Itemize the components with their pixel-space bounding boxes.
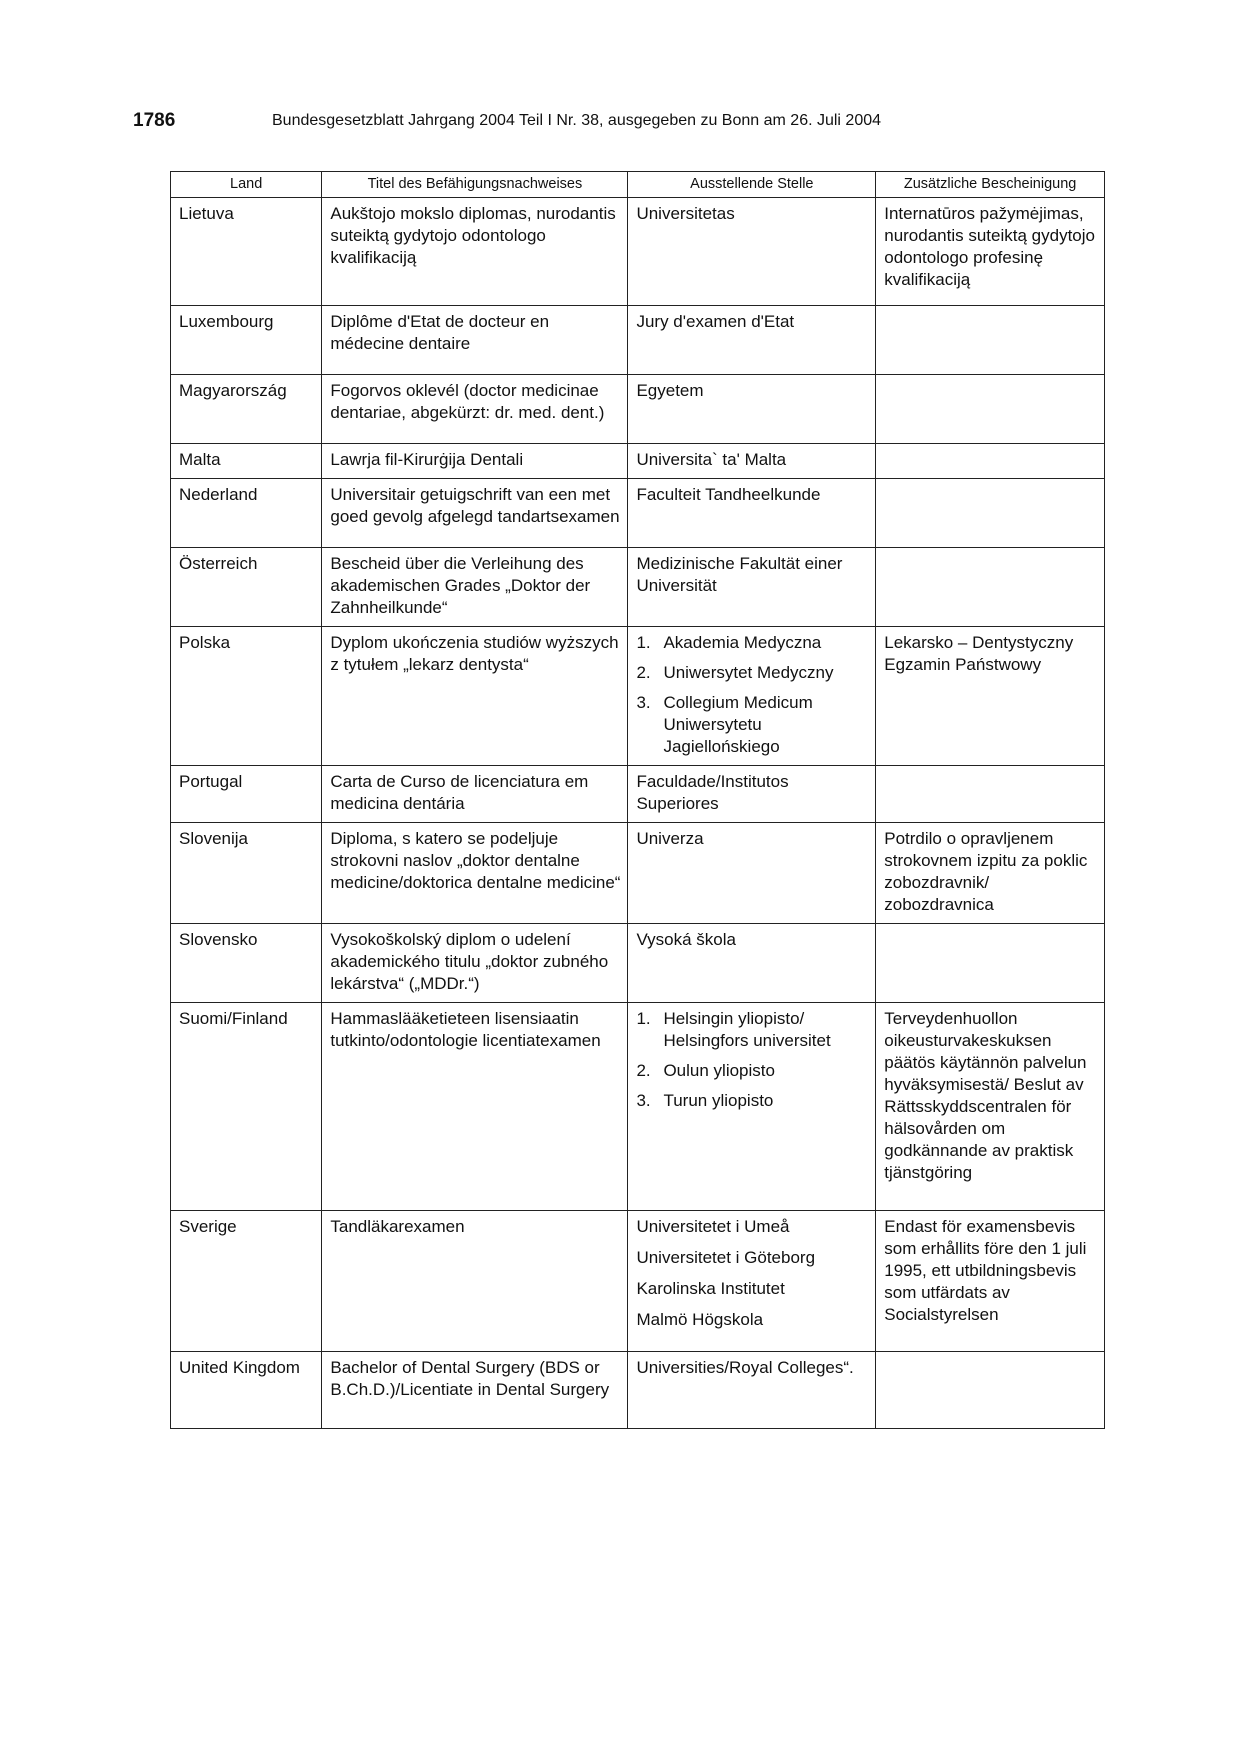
table-row (171, 306, 1105, 375)
cell-titel: Diploma, s katero se podeljuje strokovni naslov „doktor dentalne medicine/doktorica dentalne medicine“ (322, 823, 628, 924)
cell-zusatz (876, 924, 1105, 1003)
numbered-list-item (636, 692, 869, 758)
table-row (171, 823, 1105, 924)
cell-titel: Hammaslääketieteen lisensiaatin tutkinto/odontologie licentiatexamen (322, 1003, 628, 1211)
numbered-list-item (636, 662, 869, 684)
cell-stelle (628, 1003, 876, 1211)
cell-stelle (628, 766, 876, 823)
list-text: Collegium Medicum Uniwersytetu Jagiellońskiego (663, 693, 813, 756)
stelle-entry: Jury d'examen d'Etat (636, 312, 795, 331)
list-number: 3. (636, 1091, 651, 1110)
table-row (171, 444, 1105, 479)
cell-stelle (628, 198, 876, 306)
list-number: 3. (636, 693, 651, 712)
cell-titel: Lawrja fil-Kirurġija Dentali (322, 444, 628, 479)
column-header-zusatz: Zusätzliche Bescheinigung (876, 172, 1105, 198)
cell-land: Nederland (171, 479, 322, 548)
cell-zusatz (876, 375, 1105, 444)
running-title: Bundesgesetzblatt Jahrgang 2004 Teil I Nr. 38, ausgegeben zu Bonn am 26. Juli 2004 (272, 112, 882, 129)
stelle-entry: Medizinische Fakultät einer Universität (636, 554, 843, 595)
numbered-list-item (636, 1090, 869, 1112)
qualification-table (170, 171, 1105, 1429)
table-header-row (171, 172, 1105, 198)
stelle-entry: Faculdade/Institutos Superiores (636, 772, 789, 813)
cell-titel: Carta de Curso de licenciatura em medicina dentária (322, 766, 628, 823)
page-number: 1786 (133, 110, 176, 131)
cell-titel: Vysokoškolský diplom o udelení akademického titulu „doktor zubného lekárstva“ („MDDr.“) (322, 924, 628, 1003)
list-number: 2. (636, 663, 651, 682)
cell-stelle (628, 1352, 876, 1429)
cell-stelle (628, 1211, 876, 1352)
cell-land: Lietuva (171, 198, 322, 306)
cell-zusatz: Lekarsko – Dentystyczny Egzamin Państwowy (876, 627, 1105, 766)
table-row (171, 627, 1105, 766)
cell-titel: Fogorvos oklevél (doctor medicinae dentariae, abgekürzt: dr. med. dent.) (322, 375, 628, 444)
column-header-land: Land (171, 172, 322, 198)
stelle-entry: Universita` ta' Malta (636, 450, 787, 469)
cell-titel: Bachelor of Dental Surgery (BDS or B.Ch.D.)/Licentiate in Dental Surgery (322, 1352, 628, 1429)
stelle-entry: Karolinska Institutet (636, 1279, 785, 1298)
table-row (171, 766, 1105, 823)
numbered-list-item (636, 632, 869, 654)
column-header-stelle: Ausstellende Stelle (628, 172, 876, 198)
cell-titel: Diplôme d'Etat de docteur en médecine dentaire (322, 306, 628, 375)
numbered-list-item (636, 1008, 869, 1052)
cell-land: Slovensko (171, 924, 322, 1003)
cell-stelle (628, 375, 876, 444)
stelle-entry: Universitetet i Göteborg (636, 1248, 816, 1267)
cell-zusatz: Internatūros pažymėjimas, nurodantis suteiktą gydytojo odontologo profesinę kvalifikaciją (876, 198, 1105, 306)
stelle-entry: Malmö Högskola (636, 1310, 764, 1329)
table-row (171, 1211, 1105, 1352)
cell-land: Polska (171, 627, 322, 766)
numbered-list-item (636, 1060, 869, 1082)
list-text: Uniwersytet Medyczny (663, 663, 834, 682)
cell-land: United Kingdom (171, 1352, 322, 1429)
cell-zusatz (876, 479, 1105, 548)
list-text: Akademia Medyczna (663, 633, 822, 652)
list-number: 1. (636, 633, 651, 652)
table-row (171, 1352, 1105, 1429)
cell-stelle (628, 627, 876, 766)
stelle-entry: Universities/Royal Colleges“. (636, 1358, 854, 1377)
cell-zusatz (876, 548, 1105, 627)
table-row (171, 375, 1105, 444)
cell-stelle (628, 924, 876, 1003)
stelle-entry: Universitetas (636, 204, 735, 223)
cell-titel: Tandläkarexamen (322, 1211, 628, 1352)
cell-land: Suomi/Finland (171, 1003, 322, 1211)
cell-stelle (628, 444, 876, 479)
table-row (171, 198, 1105, 306)
cell-zusatz (876, 1352, 1105, 1429)
list-text: Oulun yliopisto (663, 1061, 775, 1080)
cell-stelle (628, 823, 876, 924)
cell-land: Sverige (171, 1211, 322, 1352)
list-number: 1. (636, 1009, 651, 1028)
cell-zusatz: Terveydenhuollon oikeusturvakeskuksen päätös käytännön palvelun hyväksymisestä/ Beslut av Rättsskyddscentralen för hälsovården om godkännande av praktisk tjänstgöring (876, 1003, 1105, 1211)
table-row (171, 924, 1105, 1003)
cell-titel: Bescheid über die Verleihung des akademischen Grades „Doktor der Zahnheilkunde“ (322, 548, 628, 627)
cell-zusatz (876, 766, 1105, 823)
list-text: Helsingin yliopisto/ Helsingfors universitet (663, 1009, 831, 1050)
stelle-entry: Univerza (636, 829, 704, 848)
list-number: 2. (636, 1061, 651, 1080)
cell-land: Luxembourg (171, 306, 322, 375)
cell-stelle (628, 548, 876, 627)
cell-zusatz (876, 444, 1105, 479)
stelle-entry: Faculteit Tandheelkunde (636, 485, 821, 504)
cell-titel: Dyplom ukończenia studiów wyższych z tytułem „lekarz dentysta“ (322, 627, 628, 766)
cell-land: Slovenija (171, 823, 322, 924)
cell-titel: Aukštojo mokslo diplomas, nurodantis suteiktą gydytojo odontologo kvalifikaciją (322, 198, 628, 306)
stelle-entry: Vysoká škola (636, 930, 736, 949)
stelle-entry: Egyetem (636, 381, 704, 400)
table-row (171, 479, 1105, 548)
cell-land: Malta (171, 444, 322, 479)
cell-stelle (628, 479, 876, 548)
cell-zusatz (876, 306, 1105, 375)
stelle-entry: Universitetet i Umeå (636, 1217, 790, 1236)
cell-land: Österreich (171, 548, 322, 627)
table-row (171, 548, 1105, 627)
cell-stelle (628, 306, 876, 375)
column-header-titel: Titel des Befähigungsnachweises (322, 172, 628, 198)
page-header (133, 110, 1113, 136)
cell-zusatz: Potrdilo o opravljenem strokovnem izpitu za poklic zobozdravnik/ zobozdravnica (876, 823, 1105, 924)
cell-zusatz: Endast för examensbevis som erhållits före den 1 juli 1995, ett utbildningsbevis som utfärdats av Socialstyrelsen (876, 1211, 1105, 1352)
table-row (171, 1003, 1105, 1211)
cell-titel: Universitair getuigschrift van een met goed gevolg afgelegd tandartsexamen (322, 479, 628, 548)
cell-land: Magyarország (171, 375, 322, 444)
cell-land: Portugal (171, 766, 322, 823)
list-text: Turun yliopisto (663, 1091, 774, 1110)
